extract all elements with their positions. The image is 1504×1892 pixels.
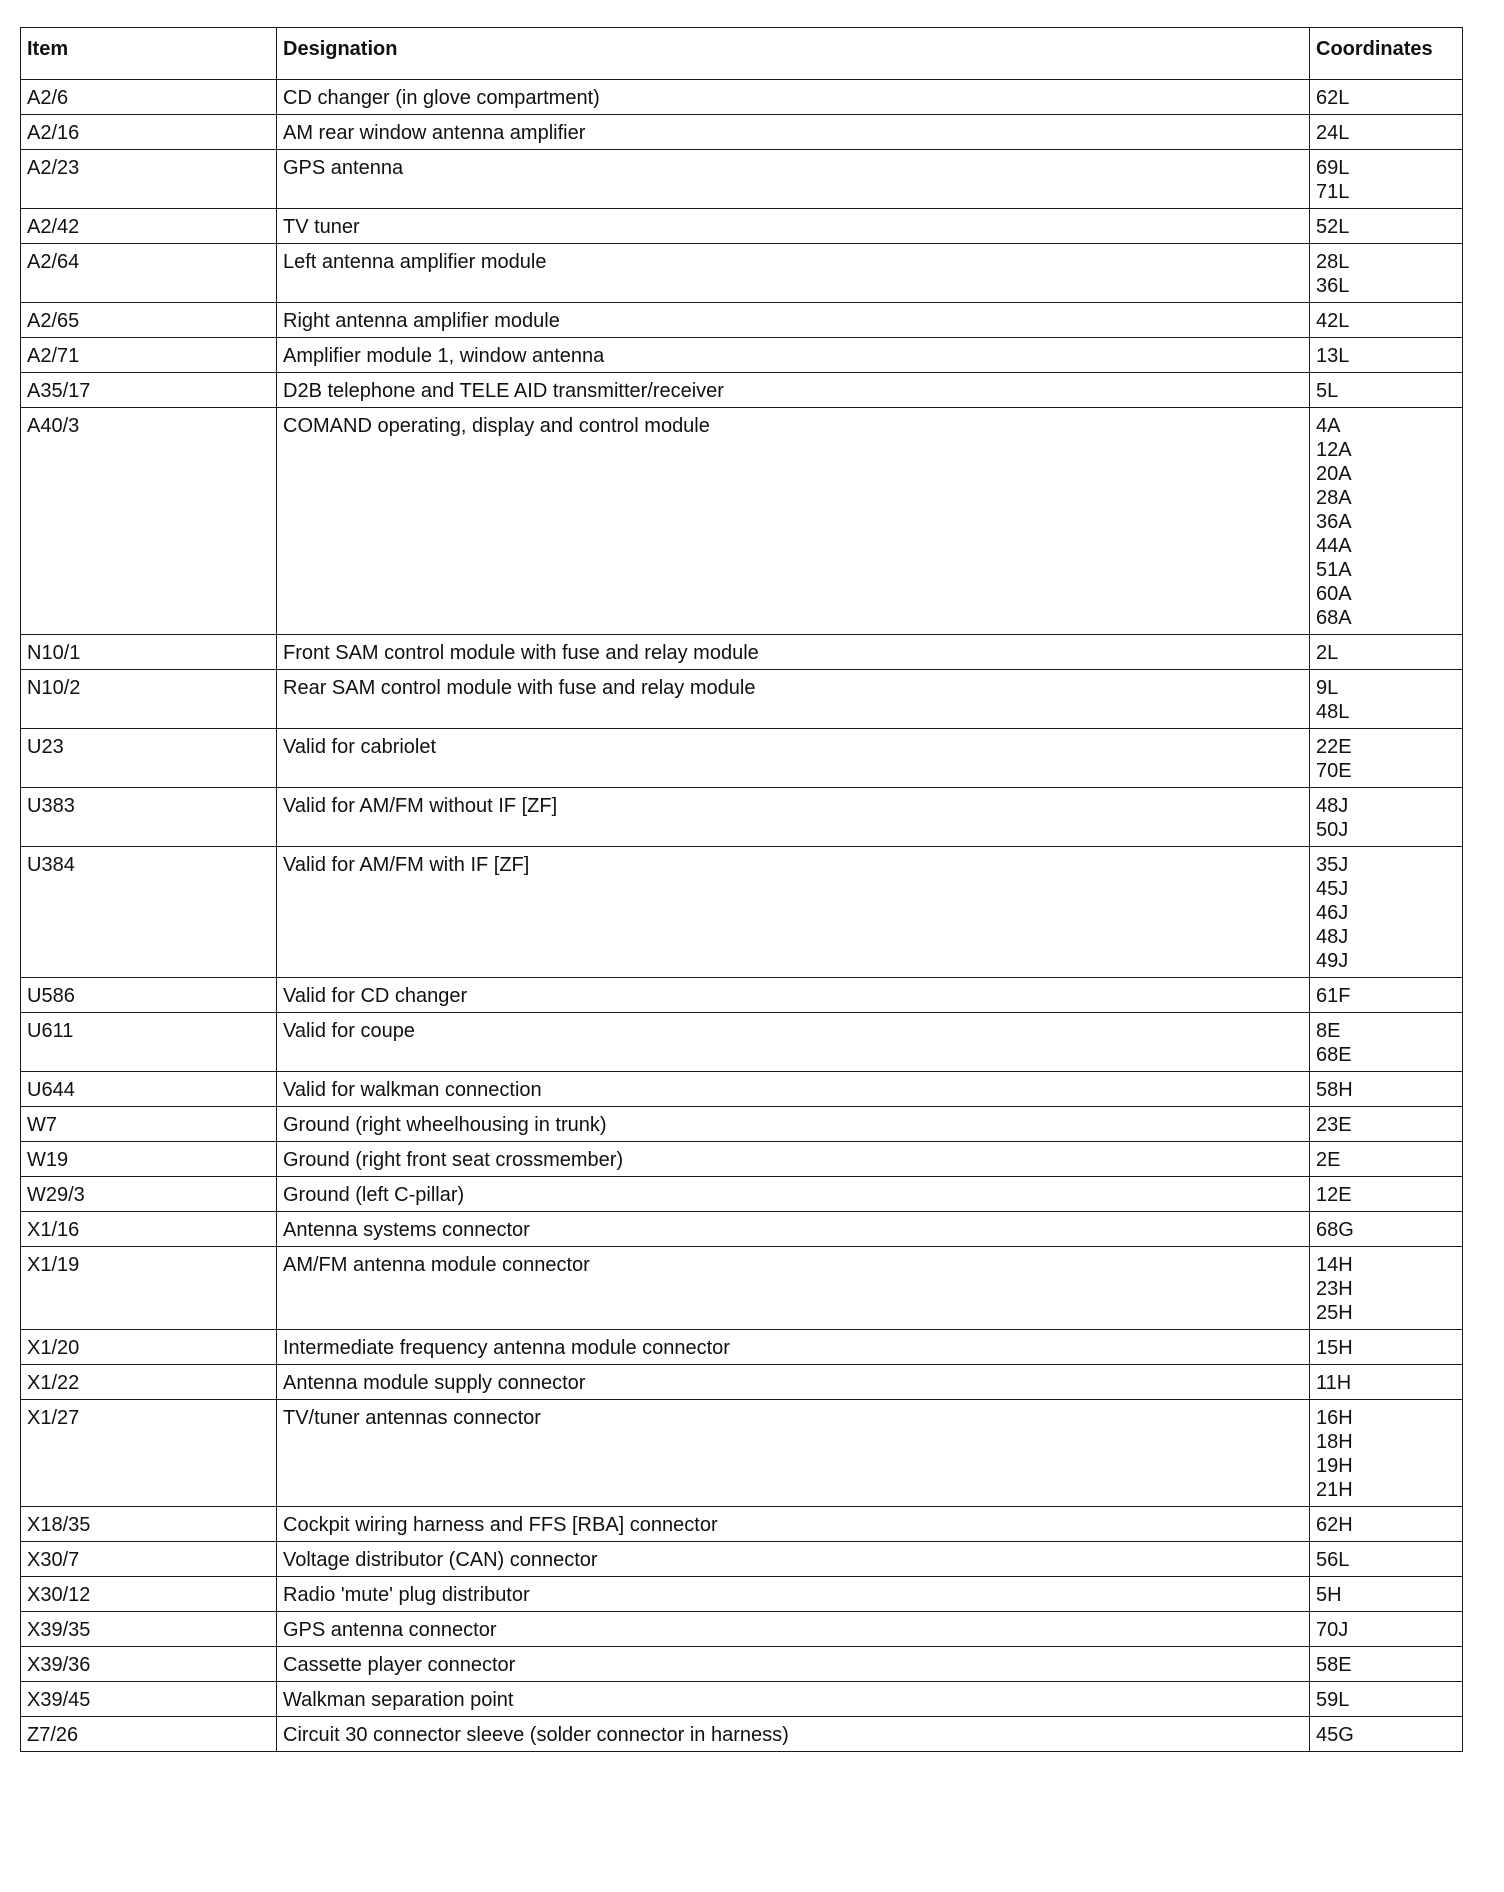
table-row	[21, 1612, 1463, 1647]
designation-cell: Ground (right front seat crossmember)	[277, 1142, 1310, 1177]
coordinates-cell	[1310, 1142, 1463, 1177]
coordinate-value: 42L	[1316, 310, 1350, 332]
coordinates-cell	[1310, 670, 1463, 729]
table-row	[21, 978, 1463, 1013]
table-row	[21, 788, 1463, 847]
coordinate-value: 2L	[1316, 642, 1339, 664]
table-row	[21, 1577, 1463, 1612]
coordinate-value: 68E	[1316, 1044, 1352, 1066]
table-row	[21, 1682, 1463, 1717]
coordinates-cell	[1310, 978, 1463, 1013]
designation-cell: CD changer (in glove compartment)	[277, 80, 1310, 115]
designation-cell: Amplifier module 1, window antenna	[277, 338, 1310, 373]
table-row	[21, 1365, 1463, 1400]
coordinate-value: 23E	[1316, 1114, 1352, 1136]
coordinate-value: 25H	[1316, 1302, 1353, 1324]
coordinate-value: 70E	[1316, 760, 1352, 782]
item-cell: W19	[21, 1142, 277, 1177]
designation-cell: Valid for cabriolet	[277, 729, 1310, 788]
coordinates-cell	[1310, 1577, 1463, 1612]
coordinates-cell	[1310, 408, 1463, 635]
table-row	[21, 80, 1463, 115]
coordinate-value: 46J	[1316, 902, 1349, 924]
coordinate-value: 48J	[1316, 926, 1349, 948]
table-row	[21, 408, 1463, 635]
coordinates-cell	[1310, 1247, 1463, 1330]
designation-cell: Walkman separation point	[277, 1682, 1310, 1717]
designation-cell: Ground (right wheelhousing in trunk)	[277, 1107, 1310, 1142]
designation-cell: Valid for AM/FM without IF [ZF]	[277, 788, 1310, 847]
coordinates-cell	[1310, 373, 1463, 408]
designation-cell: Circuit 30 connector sleeve (solder connector in harness)	[277, 1717, 1310, 1752]
coordinate-value: 8E	[1316, 1020, 1341, 1042]
coordinate-value: 20A	[1316, 463, 1352, 485]
item-cell: U611	[21, 1013, 277, 1072]
item-cell: X1/22	[21, 1365, 277, 1400]
coordinates-cell	[1310, 1682, 1463, 1717]
coordinates-cell	[1310, 1612, 1463, 1647]
coordinates-cell	[1310, 847, 1463, 978]
coordinates-cell	[1310, 1647, 1463, 1682]
item-cell: A40/3	[21, 408, 277, 635]
item-cell: X39/45	[21, 1682, 277, 1717]
item-column-header: Item	[21, 28, 277, 80]
coordinates-cell	[1310, 244, 1463, 303]
designation-cell: Radio 'mute' plug distributor	[277, 1577, 1310, 1612]
table-row	[21, 1247, 1463, 1330]
coordinate-value: 22E	[1316, 736, 1352, 758]
designation-cell: TV tuner	[277, 209, 1310, 244]
designation-cell: Antenna module supply connector	[277, 1365, 1310, 1400]
item-cell: Z7/26	[21, 1717, 277, 1752]
coordinate-value: 71L	[1316, 181, 1350, 203]
coordinate-value: 15H	[1316, 1337, 1353, 1359]
coordinates-cell	[1310, 80, 1463, 115]
coordinate-value: 70J	[1316, 1619, 1349, 1641]
item-cell: A2/71	[21, 338, 277, 373]
coordinate-value: 48J	[1316, 795, 1349, 817]
coordinate-value: 68G	[1316, 1219, 1354, 1241]
coordinate-value: 12E	[1316, 1184, 1352, 1206]
coordinate-value: 21H	[1316, 1479, 1353, 1501]
coordinate-value: 12A	[1316, 439, 1352, 461]
coordinate-value: 36L	[1316, 275, 1350, 297]
coordinate-value: 60A	[1316, 583, 1352, 605]
table-row	[21, 244, 1463, 303]
coordinates-cell	[1310, 209, 1463, 244]
table-row	[21, 1542, 1463, 1577]
table-row	[21, 1212, 1463, 1247]
table-row	[21, 1507, 1463, 1542]
coordinate-value: 50J	[1316, 819, 1349, 841]
coordinate-value: 58H	[1316, 1079, 1353, 1101]
coordinate-value: 24L	[1316, 122, 1350, 144]
component-legend-document	[20, 27, 1462, 1752]
item-cell: X1/27	[21, 1400, 277, 1507]
coordinate-value: 23H	[1316, 1278, 1353, 1300]
coordinate-value: 2E	[1316, 1149, 1341, 1171]
coordinate-value: 19H	[1316, 1455, 1353, 1477]
coordinate-value: 14H	[1316, 1254, 1353, 1276]
table-row	[21, 1107, 1463, 1142]
table-row	[21, 115, 1463, 150]
item-cell: A2/65	[21, 303, 277, 338]
coordinates-cell	[1310, 1365, 1463, 1400]
table-row	[21, 1330, 1463, 1365]
coordinate-value: 13L	[1316, 345, 1350, 367]
item-cell: A2/16	[21, 115, 277, 150]
item-cell: W29/3	[21, 1177, 277, 1212]
table-row	[21, 373, 1463, 408]
designation-cell: Left antenna amplifier module	[277, 244, 1310, 303]
item-cell: U384	[21, 847, 277, 978]
coordinate-value: 4A	[1316, 415, 1341, 437]
item-cell: X1/19	[21, 1247, 277, 1330]
table-row	[21, 670, 1463, 729]
coordinate-value: 58E	[1316, 1654, 1352, 1676]
coordinate-value: 45G	[1316, 1724, 1354, 1746]
coordinates-cell	[1310, 150, 1463, 209]
coordinate-value: 52L	[1316, 216, 1350, 238]
table-row	[21, 1013, 1463, 1072]
item-cell: U586	[21, 978, 277, 1013]
coordinate-value: 51A	[1316, 559, 1352, 581]
item-cell: X39/36	[21, 1647, 277, 1682]
coordinate-value: 62L	[1316, 87, 1350, 109]
item-cell: X39/35	[21, 1612, 277, 1647]
coordinates-cell	[1310, 338, 1463, 373]
designation-cell: AM/FM antenna module connector	[277, 1247, 1310, 1330]
table-body	[21, 80, 1463, 1752]
table-row	[21, 635, 1463, 670]
item-cell: A35/17	[21, 373, 277, 408]
designation-column-header: Designation	[277, 28, 1310, 80]
table-row	[21, 1647, 1463, 1682]
table-row	[21, 847, 1463, 978]
item-cell: N10/2	[21, 670, 277, 729]
table-row	[21, 1142, 1463, 1177]
table-row	[21, 729, 1463, 788]
designation-cell: Ground (left C-pillar)	[277, 1177, 1310, 1212]
designation-cell: D2B telephone and TELE AID transmitter/receiver	[277, 373, 1310, 408]
coordinates-cell	[1310, 1072, 1463, 1107]
designation-cell: COMAND operating, display and control module	[277, 408, 1310, 635]
coordinate-value: 16H	[1316, 1407, 1353, 1429]
table-row	[21, 303, 1463, 338]
item-cell: X18/35	[21, 1507, 277, 1542]
coordinate-value: 36A	[1316, 511, 1352, 533]
item-cell: U23	[21, 729, 277, 788]
coordinates-column-header: Coordinates	[1310, 28, 1463, 80]
coordinate-value: 62H	[1316, 1514, 1353, 1536]
table-header-row	[21, 28, 1463, 80]
item-cell: A2/42	[21, 209, 277, 244]
coordinate-value: 69L	[1316, 157, 1350, 179]
coordinates-cell	[1310, 1212, 1463, 1247]
table-row	[21, 1400, 1463, 1507]
designation-cell: GPS antenna	[277, 150, 1310, 209]
coordinate-value: 35J	[1316, 854, 1349, 876]
coordinates-cell	[1310, 1717, 1463, 1752]
table-row	[21, 1177, 1463, 1212]
coordinates-cell	[1310, 635, 1463, 670]
coordinate-value: 68A	[1316, 607, 1352, 629]
designation-cell: Right antenna amplifier module	[277, 303, 1310, 338]
table-row	[21, 1717, 1463, 1752]
coordinates-cell	[1310, 1507, 1463, 1542]
designation-cell: Rear SAM control module with fuse and relay module	[277, 670, 1310, 729]
coordinate-value: 59L	[1316, 1689, 1350, 1711]
item-cell: N10/1	[21, 635, 277, 670]
coordinate-value: 28A	[1316, 487, 1352, 509]
item-cell: X30/7	[21, 1542, 277, 1577]
coordinates-cell	[1310, 1400, 1463, 1507]
item-cell: A2/23	[21, 150, 277, 209]
item-cell: U383	[21, 788, 277, 847]
coordinates-cell	[1310, 729, 1463, 788]
item-cell: X1/16	[21, 1212, 277, 1247]
coordinate-value: 56L	[1316, 1549, 1350, 1571]
coordinates-cell	[1310, 1330, 1463, 1365]
table-row	[21, 209, 1463, 244]
table-row	[21, 150, 1463, 209]
table-row	[21, 1072, 1463, 1107]
coordinate-value: 48L	[1316, 701, 1350, 723]
designation-cell: GPS antenna connector	[277, 1612, 1310, 1647]
component-legend-table	[20, 27, 1463, 1752]
coordinate-value: 5H	[1316, 1584, 1342, 1606]
coordinate-value: 45J	[1316, 878, 1349, 900]
item-cell: W7	[21, 1107, 277, 1142]
coordinate-value: 9L	[1316, 677, 1339, 699]
designation-cell: Valid for walkman connection	[277, 1072, 1310, 1107]
coordinates-cell	[1310, 1107, 1463, 1142]
item-cell: A2/6	[21, 80, 277, 115]
item-cell: U644	[21, 1072, 277, 1107]
coordinate-value: 49J	[1316, 950, 1349, 972]
designation-cell: Valid for coupe	[277, 1013, 1310, 1072]
designation-cell: Cockpit wiring harness and FFS [RBA] connector	[277, 1507, 1310, 1542]
designation-cell: Voltage distributor (CAN) connector	[277, 1542, 1310, 1577]
designation-cell: TV/tuner antennas connector	[277, 1400, 1310, 1507]
coordinate-value: 11H	[1316, 1372, 1352, 1394]
designation-cell: AM rear window antenna amplifier	[277, 115, 1310, 150]
designation-cell: Cassette player connector	[277, 1647, 1310, 1682]
coordinate-value: 61F	[1316, 985, 1351, 1007]
designation-cell: Antenna systems connector	[277, 1212, 1310, 1247]
designation-cell: Front SAM control module with fuse and relay module	[277, 635, 1310, 670]
coordinates-cell	[1310, 303, 1463, 338]
designation-cell: Intermediate frequency antenna module connector	[277, 1330, 1310, 1365]
coordinates-cell	[1310, 1013, 1463, 1072]
coordinate-value: 28L	[1316, 251, 1350, 273]
item-cell: X1/20	[21, 1330, 277, 1365]
coordinate-value: 18H	[1316, 1431, 1353, 1453]
table-row	[21, 338, 1463, 373]
designation-cell: Valid for CD changer	[277, 978, 1310, 1013]
item-cell: X30/12	[21, 1577, 277, 1612]
coordinate-value: 44A	[1316, 535, 1352, 557]
coordinates-cell	[1310, 788, 1463, 847]
coordinates-cell	[1310, 1542, 1463, 1577]
coordinate-value: 5L	[1316, 380, 1339, 402]
item-cell: A2/64	[21, 244, 277, 303]
coordinates-cell	[1310, 1177, 1463, 1212]
designation-cell: Valid for AM/FM with IF [ZF]	[277, 847, 1310, 978]
coordinates-cell	[1310, 115, 1463, 150]
